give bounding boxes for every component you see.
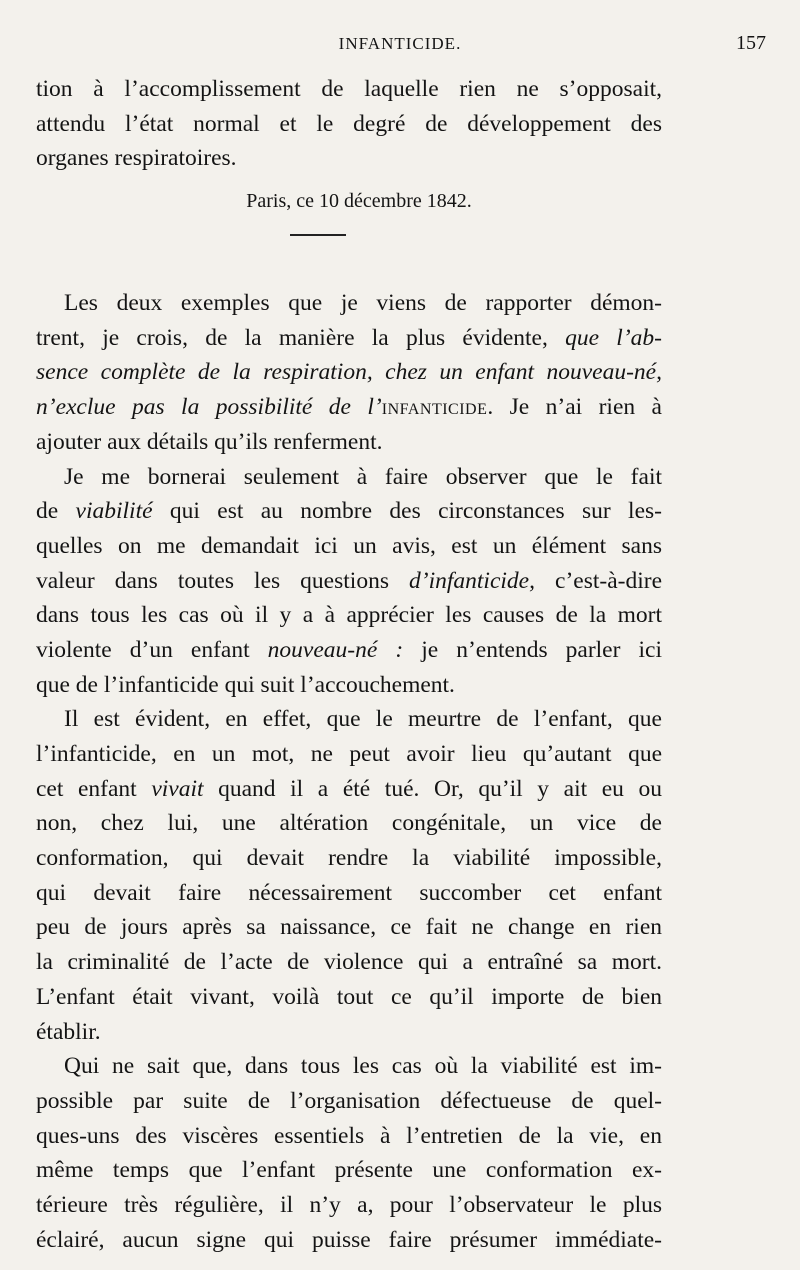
text-line: qui devait faire nécessairement succomber cet enfant — [36, 879, 662, 906]
smallcaps-text: infanticide — [381, 394, 488, 421]
paragraph — [36, 286, 662, 459]
text-line: ajouter aux détails qu’ils renferment. — [36, 428, 383, 455]
text-line: Les deux exemples que je viens de rapporter démon- — [64, 290, 662, 317]
text-line: dans tous les cas où il y a à apprécier les causes de la mort — [36, 602, 662, 629]
text-line: violente d’un enfant nouveau-né : je n’entends parler ici — [36, 636, 662, 663]
text-line: établir. — [36, 1018, 101, 1045]
text-line: Qui ne sait que, dans tous les cas où la viabilité est im- — [64, 1053, 662, 1080]
section-divider — [290, 234, 346, 236]
text-line: même temps que l’enfant présente une conformation ex- — [36, 1157, 662, 1184]
body-text — [36, 72, 662, 1257]
dateline: Paris, ce 10 décembre 1842. — [246, 190, 472, 213]
text-line: Je me bornerai seulement à faire observer que le fait — [64, 463, 662, 490]
italic-text: n’exclue pas la possibilité de — [36, 394, 368, 421]
paragraph — [36, 460, 662, 703]
text-line: de viabilité qui est au nombre des circonstances sur les- — [36, 498, 662, 525]
section-rule-wrap — [36, 226, 662, 286]
paragraph — [36, 702, 662, 1049]
page-header — [0, 30, 800, 60]
text-line: trent, je crois, de la manière la plus évidente, que l’ab- — [36, 324, 662, 351]
text-line: valeur dans toutes les questions d’infanticide, c’est-à-dire — [36, 567, 663, 594]
text-line: l’infanticide, en un mot, ne peut avoir lieu qu’autant que — [36, 741, 662, 767]
text-line: attendu l’état normal et le degré de développement des — [36, 110, 662, 137]
text-line: conformation, qui devait rendre la viabilité impossible, — [36, 845, 662, 872]
text-line: sence complète de la respiration, chez un enfant nouveau-né, — [36, 359, 662, 386]
text-line: peu de jours après sa naissance, ce fait ne change en rien — [36, 914, 662, 941]
italic-text: d’infanticide, — [409, 567, 535, 594]
italic-text: nouveau-né : — [267, 636, 404, 663]
text-line: Il est évident, en effet, que le meurtre de l’enfant, que — [64, 706, 662, 733]
paragraph — [36, 1049, 662, 1257]
text-line: non, chez lui, une altération congénitale, un vice de — [36, 810, 662, 837]
italic-text: que l’ab- — [565, 324, 662, 351]
running-title: INFANTICIDE. — [338, 34, 462, 53]
text-line: organes respiratoires. — [36, 145, 237, 172]
italic-text: vivait — [151, 775, 204, 802]
italic-text: viabilité — [75, 498, 153, 525]
text-line: quelles on me demandait ici un avis, est un élément sans — [36, 532, 662, 559]
text-line: cet enfant vivait quand il a été tué. Or, qu’il y ait eu ou — [36, 775, 663, 802]
text-line: térieure très régulière, il n’y a, pour l’observateur le plus — [36, 1191, 662, 1218]
text-line: la criminalité de l’acte de violence qui a entraîné sa mort. — [36, 949, 662, 976]
text-line: éclairé, aucun signe qui puisse faire présumer immédiate- — [36, 1226, 662, 1253]
paragraph-continued — [36, 72, 662, 176]
text-line: possible par suite de l’organisation défectueuse de quel- — [36, 1087, 662, 1114]
text-line: que de l’infanticide qui suit l’accouchement. — [36, 671, 455, 698]
text-line: L’enfant était vivant, voilà tout ce qu’il importe de bien — [36, 983, 662, 1010]
text-line: tion à l’accomplissement de laquelle rien ne s’opposait, — [36, 76, 662, 102]
page-number: 157 — [736, 32, 766, 54]
text-line: ques-uns des viscères essentiels à l’entretien de la vie, en — [36, 1122, 662, 1149]
text-line: n’exclue pas la possibilité de l’infanticide. Je n’ai rien à — [36, 394, 662, 421]
